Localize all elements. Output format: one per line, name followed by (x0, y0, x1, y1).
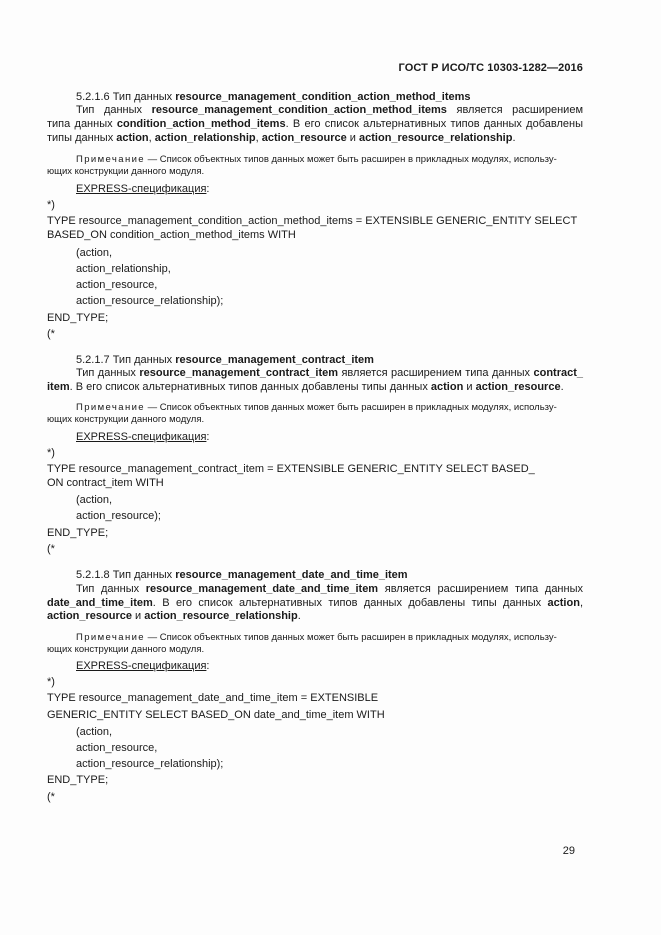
code-item: action_relationship, (76, 263, 171, 275)
colon: : (206, 660, 210, 672)
text: , (255, 132, 262, 144)
note-label: Примечание (76, 402, 145, 413)
document-id: ГОСТ Р ИСО/ТС 10303-1282—2016 (398, 62, 583, 74)
paragraph-line (47, 132, 516, 145)
express-label-text: EXPRESS-спецификация (76, 431, 207, 443)
text: является расширением (446, 104, 584, 116)
type-name: action_resource (475, 381, 561, 393)
type-name: action_resource_relationship (359, 132, 513, 144)
text: , (579, 597, 583, 609)
heading-number: 5.2.1.8 Тип данных (76, 569, 176, 581)
code-item: (action, (76, 247, 113, 259)
colon: : (206, 431, 210, 443)
type-name: contract_ (533, 367, 584, 379)
code-item: action_resource, (76, 279, 158, 291)
paragraph-line (76, 367, 583, 380)
type-name: action (547, 597, 580, 609)
end-type: END_TYPE; (47, 312, 109, 324)
text: и (131, 610, 145, 622)
text: . (297, 610, 301, 622)
comment-close: *) (47, 676, 55, 688)
heading-number: 5.2.1.6 Тип данных (76, 91, 176, 103)
note-line (47, 165, 204, 178)
type-name: condition_action_method_items (116, 118, 286, 130)
text: типа данных (47, 118, 117, 130)
note-text: — Список объектных типов данных может быть расширен в прикладных модулях, использу- (145, 154, 557, 165)
section-heading (76, 354, 374, 367)
code-item: action_resource_relationship); (76, 295, 224, 307)
text: является расширением типа данных (338, 367, 534, 379)
code-item: action_resource); (76, 510, 161, 522)
text: . В его список альтернативных типов данных добавлены типы данных (69, 381, 431, 393)
code-line: ON contract_item WITH (47, 477, 164, 489)
end-type: END_TYPE; (47, 527, 109, 539)
type-name: action_resource_relationship (144, 610, 298, 622)
code-item: (action, (76, 494, 113, 506)
type-name: action (430, 381, 464, 393)
code-item: action_resource, (76, 742, 158, 754)
paragraph-line (47, 610, 301, 623)
code-line: BASED_ON condition_action_method_items WITH (47, 229, 296, 241)
express-label-text: EXPRESS-спецификация (76, 660, 207, 672)
heading-type-name: resource_management_contract_item (175, 354, 374, 366)
heading-type-name: resource_management_date_and_time_item (175, 569, 408, 581)
text: . (512, 132, 516, 144)
type-name: item (47, 381, 70, 393)
express-label (76, 660, 209, 673)
code-line: TYPE resource_management_date_and_time_item = EXTENSIBLE (47, 692, 379, 704)
colon: : (206, 183, 210, 195)
text: и (346, 132, 360, 144)
text: Тип данных (76, 367, 140, 379)
text: является расширением типа данных (378, 583, 583, 595)
paragraph-line (76, 104, 583, 117)
note-label: Примечание (76, 632, 145, 643)
text: , (148, 132, 155, 144)
code-item: (action, (76, 726, 113, 738)
note-text: ющих конструкции данного модуля. (47, 166, 205, 177)
text: Тип данных (76, 583, 146, 595)
text: и (463, 381, 476, 393)
comment-close: *) (47, 199, 55, 211)
comment-open: (* (47, 543, 55, 555)
note-line (47, 643, 204, 656)
code-line: TYPE resource_management_condition_action_method_items = EXTENSIBLE GENERIC_ENTITY SELECT (47, 215, 578, 227)
text: . (560, 381, 564, 393)
type-name: action_relationship (154, 132, 256, 144)
section-heading (76, 569, 408, 582)
text: Тип данных (76, 104, 152, 116)
type-name: resource_management_condition_action_method_items (151, 104, 447, 116)
paragraph-line (47, 597, 583, 610)
page-number: 29 (562, 845, 575, 857)
express-label (76, 183, 209, 196)
note-label: Примечание (76, 154, 145, 165)
type-name: date_and_time_item (47, 597, 153, 609)
heading-number: 5.2.1.7 Тип данных (76, 354, 176, 366)
comment-open: (* (47, 328, 55, 340)
comment-open: (* (47, 791, 55, 803)
text: . В его список альтернативных типов данных добавлены (285, 118, 583, 130)
note-text: ющих конструкции данного модуля. (47, 644, 205, 655)
express-label-text: EXPRESS-спецификация (76, 183, 207, 195)
type-name: action (116, 132, 149, 144)
section-heading (76, 91, 471, 104)
text: . В его список альтернативных типов данных добавлены типы данных (152, 597, 548, 609)
type-name: resource_management_contract_item (139, 367, 339, 379)
note-text: — Список объектных типов данных может быть расширен в прикладных модулях, использу- (145, 402, 557, 413)
type-name: resource_management_date_and_time_item (145, 583, 379, 595)
note-text: — Список объектных типов данных может быть расширен в прикладных модулях, использу- (145, 632, 557, 643)
type-name: action_resource (261, 132, 347, 144)
code-line: TYPE resource_management_contract_item = EXTENSIBLE GENERIC_ENTITY SELECT BASED_ (47, 463, 535, 475)
comment-close: *) (47, 447, 55, 459)
code-item: action_resource_relationship); (76, 758, 224, 770)
paragraph-line (47, 381, 564, 394)
note-line (47, 413, 204, 426)
end-type: END_TYPE; (47, 774, 109, 786)
heading-type-name: resource_management_condition_action_method_items (175, 91, 471, 103)
code-line: GENERIC_ENTITY SELECT BASED_ON date_and_time_item WITH (47, 709, 385, 721)
paragraph-line (47, 118, 583, 131)
paragraph-line (76, 583, 583, 596)
note-text: ющих конструкции данного модуля. (47, 414, 205, 425)
type-name: action_resource (47, 610, 132, 622)
text: типы данных (47, 132, 117, 144)
express-label (76, 431, 209, 444)
